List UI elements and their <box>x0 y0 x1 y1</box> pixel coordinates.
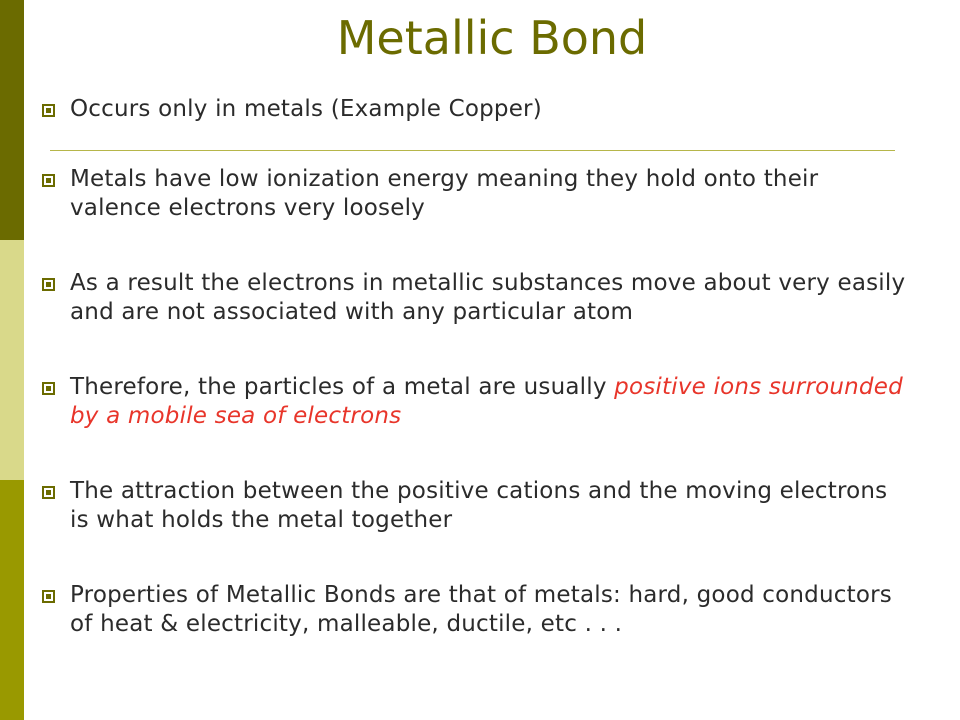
sidebar-top-segment <box>0 0 24 240</box>
bullet-item <box>42 581 910 639</box>
square-bullet-icon <box>42 382 55 395</box>
slide-title: Metallic Bond <box>336 11 648 65</box>
sidebar-middle-segment <box>0 240 24 480</box>
bullet-text: Metals have low ionization energy meaning they hold onto their valence electrons very loosely <box>70 166 819 221</box>
bullet-text: Therefore, the particles of a metal are usually <box>70 374 615 400</box>
bullet-item <box>42 373 910 431</box>
square-bullet-icon <box>42 174 55 187</box>
square-bullet-icon <box>42 486 55 499</box>
square-bullet-icon <box>42 104 55 117</box>
square-bullet-icon <box>42 590 55 603</box>
bullet-text: Occurs only in metals (Example Copper) <box>70 96 542 122</box>
bullet-item <box>42 269 910 327</box>
bullet-item <box>42 165 910 223</box>
bullet-list <box>42 95 910 639</box>
bullet-item <box>42 477 910 535</box>
emphasized-text: positive ions surrounded by a mobile sea of electrons <box>70 374 903 429</box>
bullet-item <box>42 95 910 124</box>
bullet-text: As a result the electrons in metallic substances move about very easily and are not associated with any particular atom <box>70 270 906 325</box>
sidebar-bottom-segment <box>0 480 24 720</box>
bullet-text: The attraction between the positive cations and the moving electrons is what holds the metal together <box>70 478 888 533</box>
square-bullet-icon <box>42 278 55 291</box>
bullet-text: Properties of Metallic Bonds are that of metals: hard, good conductors of heat & electricity, malleable, ductile, etc . . . <box>70 582 892 637</box>
